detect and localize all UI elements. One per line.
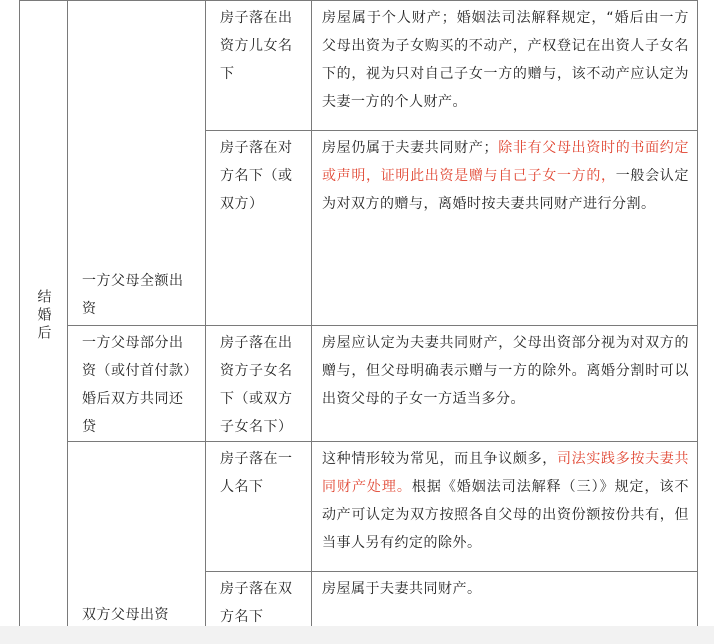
rule-text: [322, 329, 689, 413]
rule-segment: 根据《婚姻法司法解释（三）》规定，该不动产可认定为双方按照各自父母的出资份额按份共有，但当事人另有约定的除外。: [322, 479, 689, 551]
table-row: [20, 442, 698, 572]
owner-cell: 房子落在对方名下（或双方）: [206, 131, 312, 326]
rule-text: [322, 445, 689, 557]
rule-text: [322, 134, 689, 218]
owner-cell: 房子落在出资方儿女名下: [206, 1, 312, 131]
era-cell: 结婚后: [20, 1, 68, 632]
rule-highlight: 司法实践多按夫妻共同财产处理。: [322, 451, 689, 495]
rule-segment: 房屋仍属于夫妻共同财产；: [322, 140, 499, 156]
rule-cell: [312, 572, 698, 632]
rule-segment: 房屋应认定为夫妻共同财产，父母出资部分视为对双方的赠与，但父母明确表示赠与一方的除外。离婚分割时可以出资父母的子女一方适当多分。: [322, 335, 689, 407]
owner-cell: 房子落在出资方子女名下（或双方子女名下）: [206, 326, 312, 442]
rule-text: [322, 4, 689, 116]
table-row: [20, 1, 698, 131]
payer-cell: 一方父母部分出资（或付首付款）婚后双方共同还贷: [68, 326, 206, 442]
rule-cell: [312, 131, 698, 326]
property-division-table: [19, 0, 698, 632]
rule-segment: 房屋属于个人财产；婚姻法司法解释规定，“婚后由一方父母出资为子女购买的不动产，产权登记在出资人子女名下的，视为只对自己子女一方的赠与，该不动产应认定为夫妻一方的个人财产。: [322, 10, 689, 110]
rule-segment: 一般会认定为对双方的赠与，离婚时按夫妻共同财产进行分割。: [322, 168, 689, 212]
page-bottom-bar: [0, 626, 714, 644]
payer-cell: 一方父母全额出资: [68, 1, 206, 326]
rule-highlight: 除非有父母出资时的书面约定或声明，证明此出资是赠与自己子女一方的，: [322, 140, 689, 184]
rule-segment: 房屋属于夫妻共同财产。: [322, 581, 482, 597]
table-row: [20, 326, 698, 442]
rule-cell: [312, 326, 698, 442]
rule-cell: [312, 442, 698, 572]
rule-segment: 这种情形较为常见，而且争议颇多，: [322, 451, 557, 467]
owner-cell: 房子落在双方名下: [206, 572, 312, 632]
payer-cell: 双方父母出资: [68, 442, 206, 632]
rule-text: [322, 575, 689, 603]
owner-cell: 房子落在一人名下: [206, 442, 312, 572]
rule-cell: [312, 1, 698, 131]
